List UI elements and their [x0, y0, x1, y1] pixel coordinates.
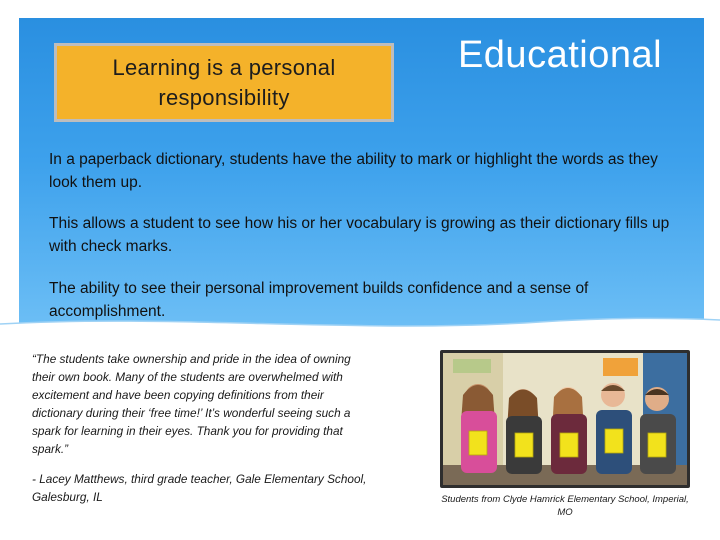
- paragraph-vocabulary: This allows a student to see how his or her vocabulary is growing as their dictionary fills up with check marks.: [49, 215, 670, 255]
- teacher-quote: “The students take ownership and pride in the idea of owning their own book. Many of the students are overwhelmed with excitement and have been copying definitions from their dictionary during their ‘free time!’ It’s wonderful seeing such a spark for learning in their eyes. Thank you for providing that spark.”: [32, 352, 351, 456]
- title-box: [54, 43, 394, 122]
- photo-caption: Students from Clyde Hamrick Elementary School, Imperial, MO: [441, 494, 689, 518]
- title-box-text: Learning is a personal responsibility: [112, 54, 336, 110]
- students-photo-illustration: [443, 353, 687, 485]
- paragraph-confidence: The ability to see their personal improvement builds confidence and a sense of accomplishment.: [49, 280, 589, 320]
- paragraph-marking: In a paperback dictionary, students have the ability to mark or highlight the words as they look them up.: [49, 151, 658, 191]
- students-photo: [440, 350, 690, 488]
- quote-attribution: - Lacey Matthews, third grade teacher, Gale Elementary School, Galesburg, IL: [32, 472, 367, 504]
- slide-heading: Educational: [457, 34, 663, 76]
